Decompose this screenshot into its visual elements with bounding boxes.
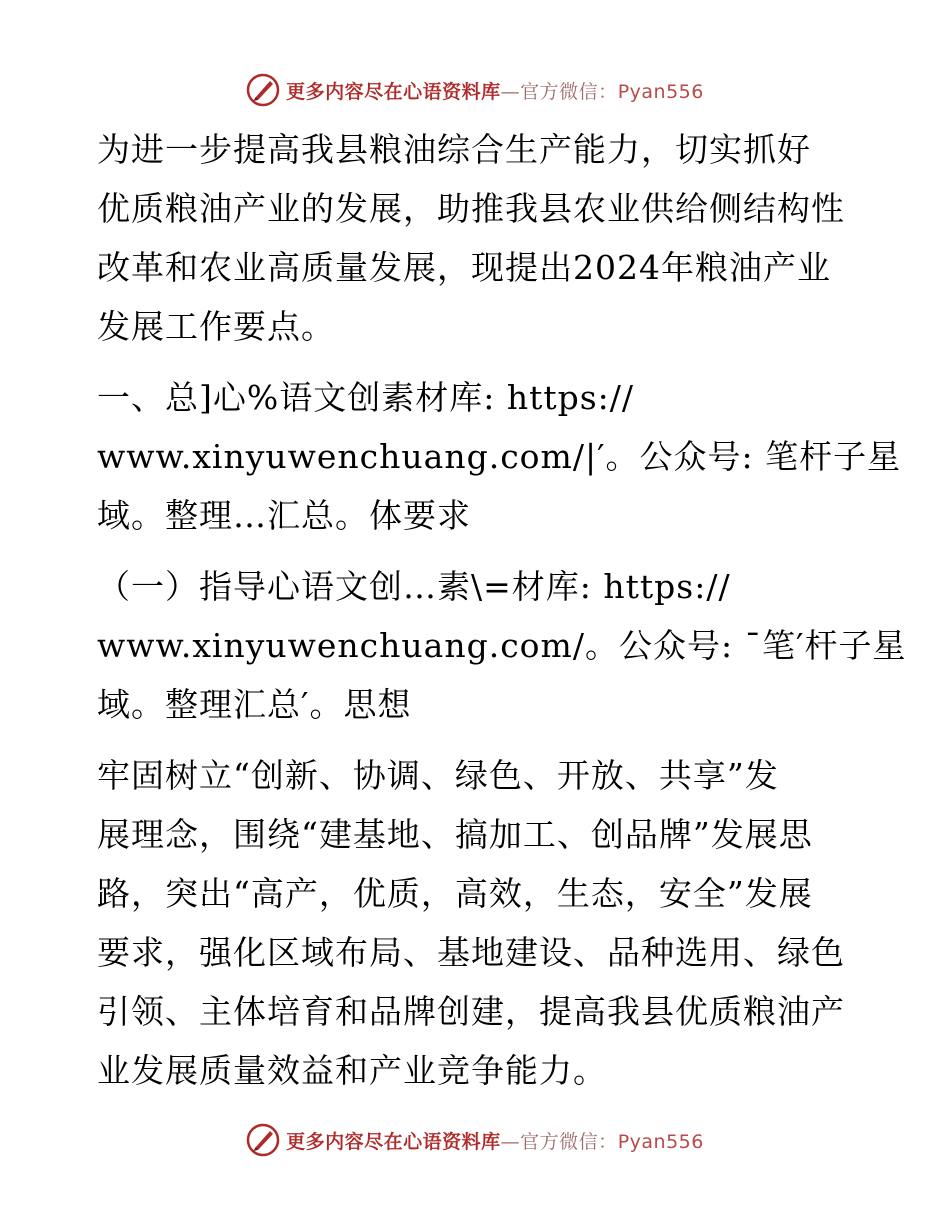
text-line: 为进一步提高我县粮油综合生产能力，切实抓好 (97, 130, 811, 169)
footer-wechat-label: 官方微信： (520, 1130, 618, 1153)
text-line: www.xinyuwenchuang.com/|′。公众号: 笔杆子星 (97, 437, 902, 476)
text-line: www.xinyuwenchuang.com/。公众号: ¯笔′杆子星 (97, 626, 907, 665)
paragraph-guiding-ideas (97, 746, 857, 1100)
text-line: 发展工作要点。 (97, 307, 335, 346)
footer-banner (0, 1120, 950, 1160)
text-line: 路，突出“高产，优质，高效，生态，安全”发展 (97, 874, 813, 913)
footer-dash: — (500, 1130, 521, 1153)
text-line: 一、总]心%语文创素材库: https:// (97, 378, 635, 417)
paragraph-subsection-one (97, 557, 907, 734)
footer-title: 更多内容尽在心语资料库 (286, 1130, 501, 1153)
text-line: 展理念，围绕“建基地、搞加工、创品牌”发展思 (97, 815, 813, 854)
paragraph-intro (97, 120, 857, 356)
text-line: 域。整理…汇总。体要求 (97, 496, 471, 535)
footer-banner-text (286, 1127, 704, 1154)
text-line: 域。整理汇总′。思想 (97, 685, 412, 724)
header-wechat-id: Pyan556 (617, 80, 704, 103)
text-line: 要求，强化区域布局、基地建设、品种选用、绿色 (97, 933, 845, 972)
text-line: 牢固树立“创新、协调、绿色、开放、共享”发 (97, 756, 779, 795)
header-dash: — (500, 80, 521, 103)
text-line: 引领、主体培育和品牌创建，提高我县优质粮油产 (97, 992, 845, 1031)
header-banner-text (286, 77, 704, 104)
text-line: 改革和农业高质量发展，现提出2024年粮油产业 (97, 248, 831, 287)
brush-logo-icon (246, 1123, 280, 1157)
text-line: 优质粮油产业的发展，助推我县农业供给侧结构性 (97, 189, 845, 228)
footer-wechat-id: Pyan556 (617, 1130, 704, 1153)
brush-logo-icon (246, 73, 280, 107)
paragraph-section-one (97, 368, 902, 545)
text-line: 业发展质量效益和产业竞争能力。 (97, 1051, 607, 1090)
header-wechat-label: 官方微信： (520, 80, 618, 103)
header-banner (0, 70, 950, 110)
text-line: （一）指导心语文创…素\=材库: https:// (97, 567, 731, 606)
header-title: 更多内容尽在心语资料库 (286, 80, 501, 103)
document-body (97, 120, 907, 1100)
